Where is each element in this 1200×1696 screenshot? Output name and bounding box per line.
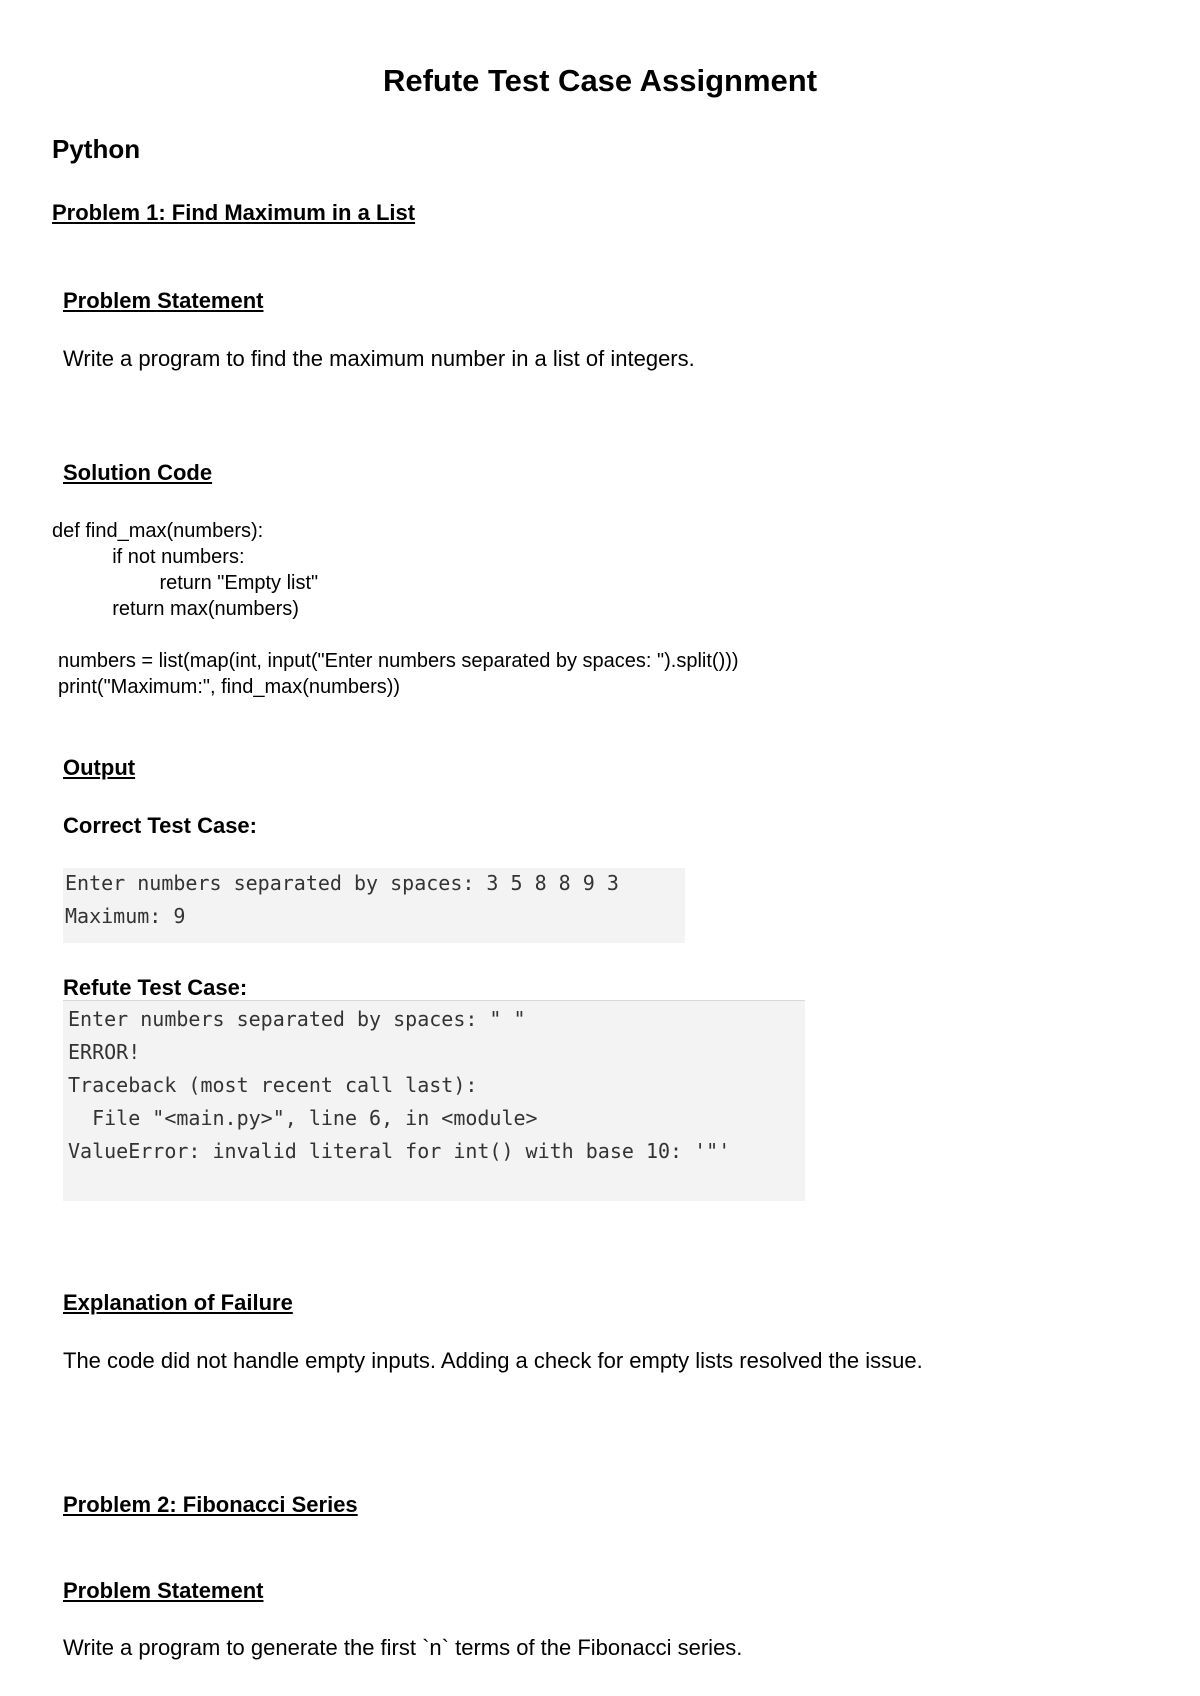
code-line: return "Empty list" <box>115 572 319 594</box>
code-line: def find_max(numbers): <box>52 520 264 542</box>
problem-2-statement: Write a program to generate the first `n` terms of the Fibonacci series. <box>63 1635 743 1660</box>
explanation-text: The code did not handle empty inputs. Adding a check for empty lists resolved the issue. <box>63 1348 923 1373</box>
correct-output-line: Maximum: 9 <box>65 904 186 928</box>
refute-output-box <box>63 1000 805 1201</box>
refute-output-line: ValueError: invalid literal for int() with base 10: '"' <box>68 1139 731 1163</box>
problem-2-statement-heading: Problem Statement <box>63 1578 264 1603</box>
problem-1-statement-heading: Problem Statement <box>63 288 264 313</box>
code-line: if not numbers: <box>90 546 245 568</box>
language-heading: Python <box>52 134 141 164</box>
output-heading: Output <box>63 755 136 780</box>
problem-1-statement: Write a program to find the maximum number in a list of integers. <box>63 346 695 371</box>
problem-2-heading: Problem 2: Fibonacci Series <box>63 1492 358 1517</box>
code-line: return max(numbers) <box>90 598 299 620</box>
problem-1-heading: Problem 1: Find Maximum in a List <box>52 200 416 225</box>
refute-output-line: File "<main.py>", line 6, in <module> <box>68 1106 538 1130</box>
code-line: numbers = list(map(int, input("Enter numbers separated by spaces: ").split())) <box>58 650 739 672</box>
code-line: print("Maximum:", find_max(numbers)) <box>58 676 401 698</box>
correct-output-box <box>63 868 685 943</box>
refute-output-line: ERROR! <box>68 1040 141 1064</box>
solution-code-heading: Solution Code <box>63 460 213 485</box>
refute-output-line: Traceback (most recent call last): <box>68 1073 478 1097</box>
refute-test-case-heading: Refute Test Case: <box>63 975 248 1000</box>
correct-output-line: Enter numbers separated by spaces: 3 5 8 8 9 3 <box>65 871 619 895</box>
explanation-heading: Explanation of Failure <box>63 1290 293 1315</box>
correct-test-case-heading: Correct Test Case: <box>63 813 257 838</box>
refute-output-line: Enter numbers separated by spaces: " " <box>68 1007 526 1031</box>
document-title: Refute Test Case Assignment <box>382 63 818 98</box>
